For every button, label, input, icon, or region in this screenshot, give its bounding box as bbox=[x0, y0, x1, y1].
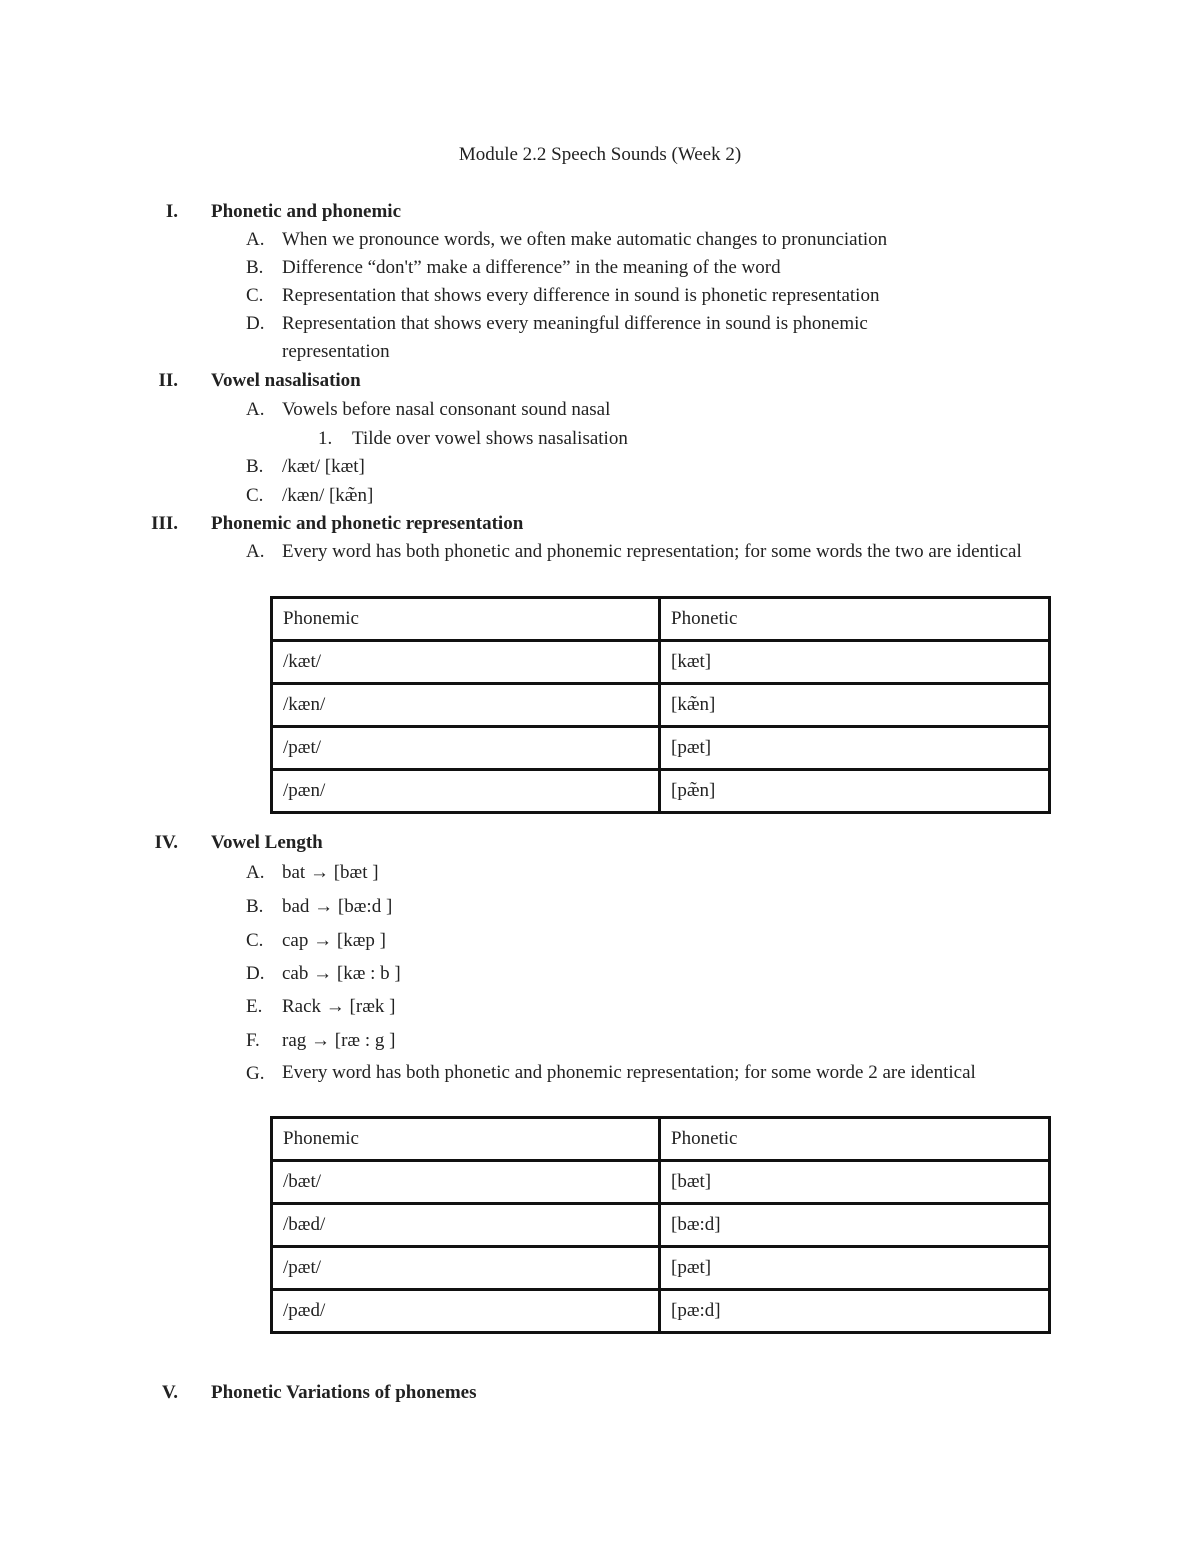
table-row bbox=[272, 1290, 1050, 1333]
list-marker: A. bbox=[246, 229, 265, 250]
list-marker: E. bbox=[246, 996, 263, 1017]
phonetic-cell: [kæ̃n] bbox=[660, 684, 1050, 727]
table-row bbox=[272, 727, 1050, 770]
phonetic-cell: [pæ:d] bbox=[660, 1290, 1050, 1333]
phonetic-cell: [pæt] bbox=[660, 1247, 1050, 1290]
table-row bbox=[272, 684, 1050, 727]
phonemic-cell: /pæt/ bbox=[272, 1247, 660, 1290]
list-marker: B. bbox=[246, 896, 264, 917]
phonetic-cell: [bæ:d] bbox=[660, 1204, 1050, 1247]
section-number: III. bbox=[151, 513, 178, 534]
header-cell-phonetic: Phonetic bbox=[660, 598, 1050, 641]
sub-list-marker: 1. bbox=[318, 428, 333, 449]
list-item: Representation that shows every meaningful difference in sound is phonemic representation bbox=[282, 313, 868, 362]
list-marker: D. bbox=[246, 313, 265, 334]
phonemic-cell: /kæn/ bbox=[272, 684, 660, 727]
list-item: bat → [bæt ] bbox=[282, 862, 379, 883]
list-item: rag → [ræ : g ] bbox=[282, 1030, 396, 1051]
list-marker: C. bbox=[246, 930, 264, 951]
phonemic-cell: /pæt/ bbox=[272, 727, 660, 770]
list-marker: A. bbox=[246, 541, 265, 562]
vowel-length-table bbox=[270, 1116, 1051, 1334]
list-marker: G. bbox=[246, 1063, 265, 1084]
section-number: IV. bbox=[154, 832, 178, 853]
table-row bbox=[272, 1161, 1050, 1204]
list-item: Every word has both phonetic and phonemic representation; for some worde 2 are identical bbox=[282, 1062, 976, 1083]
list-item: cab → [kæ : b ] bbox=[282, 963, 401, 984]
list-item: /kæt/ [kæt] bbox=[282, 456, 365, 477]
section-number: V. bbox=[161, 1382, 178, 1403]
list-item: Vowels before nasal consonant sound nasal bbox=[282, 399, 611, 420]
list-marker: A. bbox=[246, 399, 265, 420]
section-title: Vowel Length bbox=[211, 832, 323, 853]
phonemic-phonetic-table bbox=[270, 596, 1051, 814]
list-item: Every word has both phonetic and phonemic representation; for some words the two are identical bbox=[282, 541, 1022, 562]
section-number: II. bbox=[158, 370, 178, 391]
list-marker: C. bbox=[246, 485, 264, 506]
phonetic-cell: [bæt] bbox=[660, 1161, 1050, 1204]
page-title: Module 2.2 Speech Sounds (Week 2) bbox=[458, 144, 742, 165]
section-title: Phonetic Variations of phonemes bbox=[211, 1382, 477, 1403]
phonemic-cell: /bæd/ bbox=[272, 1204, 660, 1247]
table-header-row bbox=[272, 598, 1050, 641]
list-marker: F. bbox=[246, 1030, 260, 1051]
phonetic-cell: [kæt] bbox=[660, 641, 1050, 684]
section-title: Phonemic and phonetic representation bbox=[211, 513, 524, 534]
table-header-row bbox=[272, 1118, 1050, 1161]
list-item: /kæn/ [kæ̃n] bbox=[282, 485, 374, 506]
list-marker: D. bbox=[246, 963, 265, 984]
list-item: bad → [bæ:d ] bbox=[282, 896, 393, 917]
section-number: I. bbox=[165, 201, 178, 222]
list-marker: A. bbox=[246, 862, 265, 883]
list-marker: B. bbox=[246, 257, 264, 278]
table-row bbox=[272, 641, 1050, 684]
list-item: cap → [kæp ] bbox=[282, 930, 386, 951]
phonemic-cell: /kæt/ bbox=[272, 641, 660, 684]
table-row bbox=[272, 1247, 1050, 1290]
list-item: When we pronounce words, we often make automatic changes to pronunciation bbox=[282, 229, 888, 250]
phonetic-cell: [pæ̃n] bbox=[660, 770, 1050, 813]
phonetic-cell: [pæt] bbox=[660, 727, 1050, 770]
list-item: Representation that shows every difference in sound is phonetic representation bbox=[282, 285, 880, 306]
header-cell-phonemic: Phonemic bbox=[272, 598, 660, 641]
phonemic-cell: /pæd/ bbox=[272, 1290, 660, 1333]
header-cell-phonetic: Phonetic bbox=[660, 1118, 1050, 1161]
table-row bbox=[272, 770, 1050, 813]
list-marker: B. bbox=[246, 456, 264, 477]
section-title: Vowel nasalisation bbox=[211, 370, 361, 391]
table-row bbox=[272, 1204, 1050, 1247]
header-cell-phonemic: Phonemic bbox=[272, 1118, 660, 1161]
phonemic-cell: /bæt/ bbox=[272, 1161, 660, 1204]
section-title: Phonetic and phonemic bbox=[211, 201, 402, 222]
list-marker: C. bbox=[246, 285, 264, 306]
list-item: Difference “don't” make a difference” in the meaning of the word bbox=[282, 257, 781, 278]
list-item: Rack → [ræk ] bbox=[282, 996, 396, 1017]
sub-list-item: Tilde over vowel shows nasalisation bbox=[352, 428, 628, 449]
phonemic-cell: /pæn/ bbox=[272, 770, 660, 813]
